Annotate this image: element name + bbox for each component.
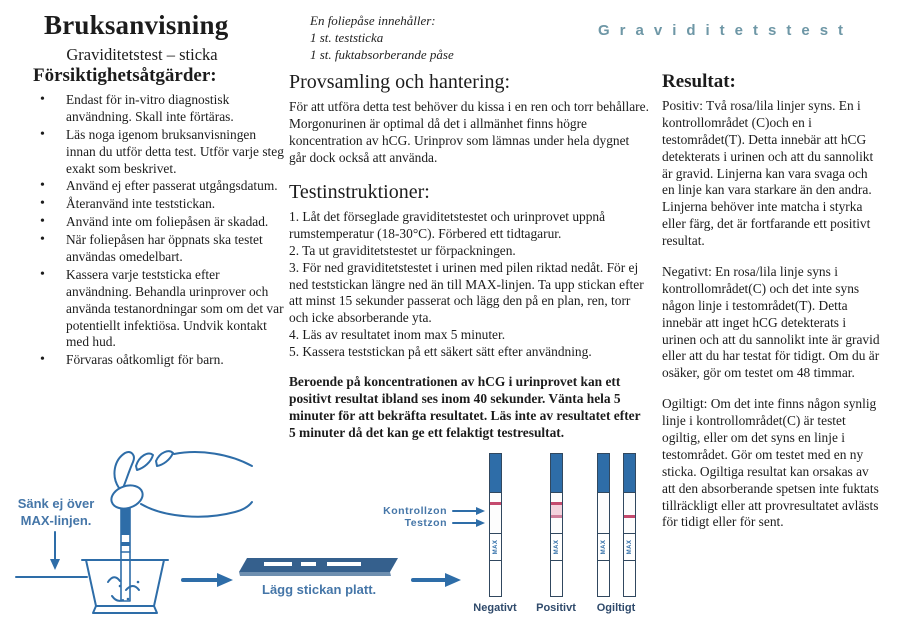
package-contents-line-3: 1 st. fuktabsorberande påse bbox=[310, 46, 454, 62]
test-line bbox=[624, 515, 635, 518]
max-zone bbox=[624, 534, 635, 561]
control-zone-label: Kontrollzon bbox=[383, 505, 447, 517]
flat-instruction-label: Lägg stickan platt. bbox=[262, 582, 377, 597]
arrow-right-icon bbox=[413, 573, 461, 587]
arrow-right-icon bbox=[183, 573, 233, 587]
max-label: MAX bbox=[626, 539, 633, 555]
test-stick-positive bbox=[550, 453, 563, 597]
instructions-heading: Testinstruktioner: bbox=[289, 180, 430, 203]
result-window bbox=[598, 493, 609, 534]
middle-column bbox=[289, 70, 649, 442]
precaution-item: • Endast för in-vitro diagnostisk användning. Skall inte förtäras. bbox=[33, 92, 287, 126]
instruction-step: 4. Läs av resultatet inom max 5 minuter. bbox=[289, 327, 506, 343]
stick-handle bbox=[551, 561, 562, 597]
max-zone bbox=[551, 534, 562, 561]
stick-cap bbox=[490, 454, 501, 493]
results-heading: Resultat: bbox=[662, 71, 736, 92]
stick-handle bbox=[598, 561, 609, 597]
sampling-heading: Provsamling och hantering: bbox=[289, 71, 511, 93]
arrow-down-icon bbox=[50, 532, 60, 570]
instructions-steps bbox=[289, 209, 649, 361]
precaution-item: • Använd inte om foliepåsen är skadad. bbox=[33, 214, 287, 231]
instruction-step: 2. Ta ut graviditetstestet ur förpackningen. bbox=[289, 242, 516, 258]
result-invalid: Ogiltigt: Om det inte finns någon synlig linje i kontrollområdet(C) är testet ogiltig, eller om det syns en linje i testområdet. Gör om testet med en ny sticka. Ogiltiga resultat kan orsakas av att den absorberande spetsen inte fuktats tillräckligt eller att provresultatet avlästs för tidigt eller för sent. bbox=[662, 396, 879, 530]
results-section bbox=[662, 70, 882, 545]
max-zone bbox=[598, 534, 609, 561]
test-line bbox=[551, 515, 562, 518]
max-zone bbox=[490, 534, 501, 561]
package-contents-line-1: En foliepåse innehåller: bbox=[310, 13, 436, 28]
test-stick-invalid-blank bbox=[597, 453, 610, 597]
instruction-step: 1. Låt det förseglade graviditetstestet och urinprovet uppnå rumstemperatur (18-30°C). Förbered ett tidtagarur. bbox=[289, 208, 606, 241]
precaution-item: • Återanvänd inte teststickan. bbox=[33, 196, 287, 213]
stick-label-invalid: Ogiltigt bbox=[596, 602, 636, 614]
precautions-list bbox=[33, 92, 287, 369]
page-subtitle: Graviditetstest – sticka bbox=[66, 45, 218, 64]
stick-cap bbox=[598, 454, 609, 493]
test-stick-negative bbox=[489, 453, 502, 597]
flat-stick-illustration bbox=[239, 558, 398, 576]
sampling-body: För att utföra detta test behöver du kissa i en ren och torr behållare. Morgonurinen är optimal då det i allmänhet finns högre koncentration av hCG. Urinprov som lämnas under hela dygnet går dock också att använda. bbox=[289, 99, 649, 165]
brand-wordmark: Graviditetstest bbox=[598, 22, 854, 39]
precaution-item: • Använd ej efter passerat utgångsdatum. bbox=[33, 178, 287, 195]
result-negative: Negativt: En rosa/lila linje syns i kontrollområdet(C) och det inte syns någon linje i testområdet(T). Detta innebär att inget hCG detekterats i urinen och att du sannolikt inte är gravid eller att du har testat för tidigt. Om du är osäker, gör om testet om 48 timmar. bbox=[662, 263, 880, 381]
page-title: Bruksanvisning bbox=[44, 10, 229, 40]
instructions-warning: Beroende på koncentrationen av hCG i urinprovet kan ett positivt resultat ibland ses inom 40 sekunder. Vänta hela 5 minuter för att bekräfta resultatet. Läs inte av resultatet efter 5 minuter då det kan ge ett felaktigt testresultat. bbox=[289, 373, 641, 440]
package-contents bbox=[310, 13, 454, 64]
dip-instruction-label: Sänk ej över MAX-linjen. bbox=[17, 496, 95, 528]
precaution-item: • Läs noga igenom bruksanvisningen innan du utför detta test. Utför varje steg exakt som beskrivet. bbox=[33, 127, 287, 178]
max-label: MAX bbox=[553, 539, 560, 555]
precautions-heading: Försiktighetsåtgärder: bbox=[33, 65, 217, 86]
test-zone-label: Testzon bbox=[404, 517, 447, 529]
test-zone-arrow-icon bbox=[453, 519, 485, 527]
stick-label-negative: Negativt bbox=[473, 602, 517, 614]
result-window bbox=[490, 493, 501, 534]
precaution-item: • Kassera varje teststicka efter användning. Behandla urinprover och använda testanordningar som om det var potentiellt infektiösa. Undvik kontakt med hud. bbox=[33, 267, 287, 351]
stick-label-positive: Positivt bbox=[536, 602, 576, 614]
pink-band bbox=[551, 505, 562, 515]
precaution-item: • Förvaras oåtkomligt för barn. bbox=[33, 352, 287, 369]
stick-cap bbox=[624, 454, 635, 493]
result-window bbox=[551, 493, 562, 534]
hand-icon bbox=[108, 451, 252, 516]
result-positive: Positiv: Två rosa/lila linjer syns. En i kontrollområdet (C)och en i testområdet(T). Detta innebär att hCG detekterats i urinen och att du sannolikt är gravid. Linjerna kan vara svaga och en linje kan vara starkare än den andra. Linjerna behöver inte matcha i styrka eller färg, det är fortfarande ett positivt resultat. bbox=[662, 97, 874, 249]
control-line bbox=[490, 502, 501, 505]
test-stick-invalid-testline bbox=[623, 453, 636, 597]
dip-procedure-illustration bbox=[0, 440, 490, 632]
stick-cap bbox=[551, 454, 562, 493]
control-zone-arrow-icon bbox=[453, 507, 485, 515]
precautions-section bbox=[33, 64, 287, 370]
dipped-stick-illustration bbox=[121, 497, 130, 601]
stick-handle bbox=[624, 561, 635, 597]
package-contents-line-2: 1 st. teststicka bbox=[310, 29, 384, 45]
precaution-item: • När foliepåsen har öppnats ska testet användas omedelbart. bbox=[33, 232, 287, 266]
max-label: MAX bbox=[492, 539, 499, 555]
instruction-step: 5. Kassera teststickan på ett säkert sätt efter användning. bbox=[289, 344, 592, 360]
max-label: MAX bbox=[600, 539, 607, 555]
instruction-step: 3. För ned graviditetstestet i urinen med pilen riktad nedåt. För ej ned teststickan längre ned än till MAX-linjen. Ta upp stickan efter att minst 15 sekunder passerat och lägg den på en plan, ren, torr och icke absorberande yta. bbox=[289, 259, 644, 326]
result-window bbox=[624, 493, 635, 534]
stick-handle bbox=[490, 561, 501, 597]
